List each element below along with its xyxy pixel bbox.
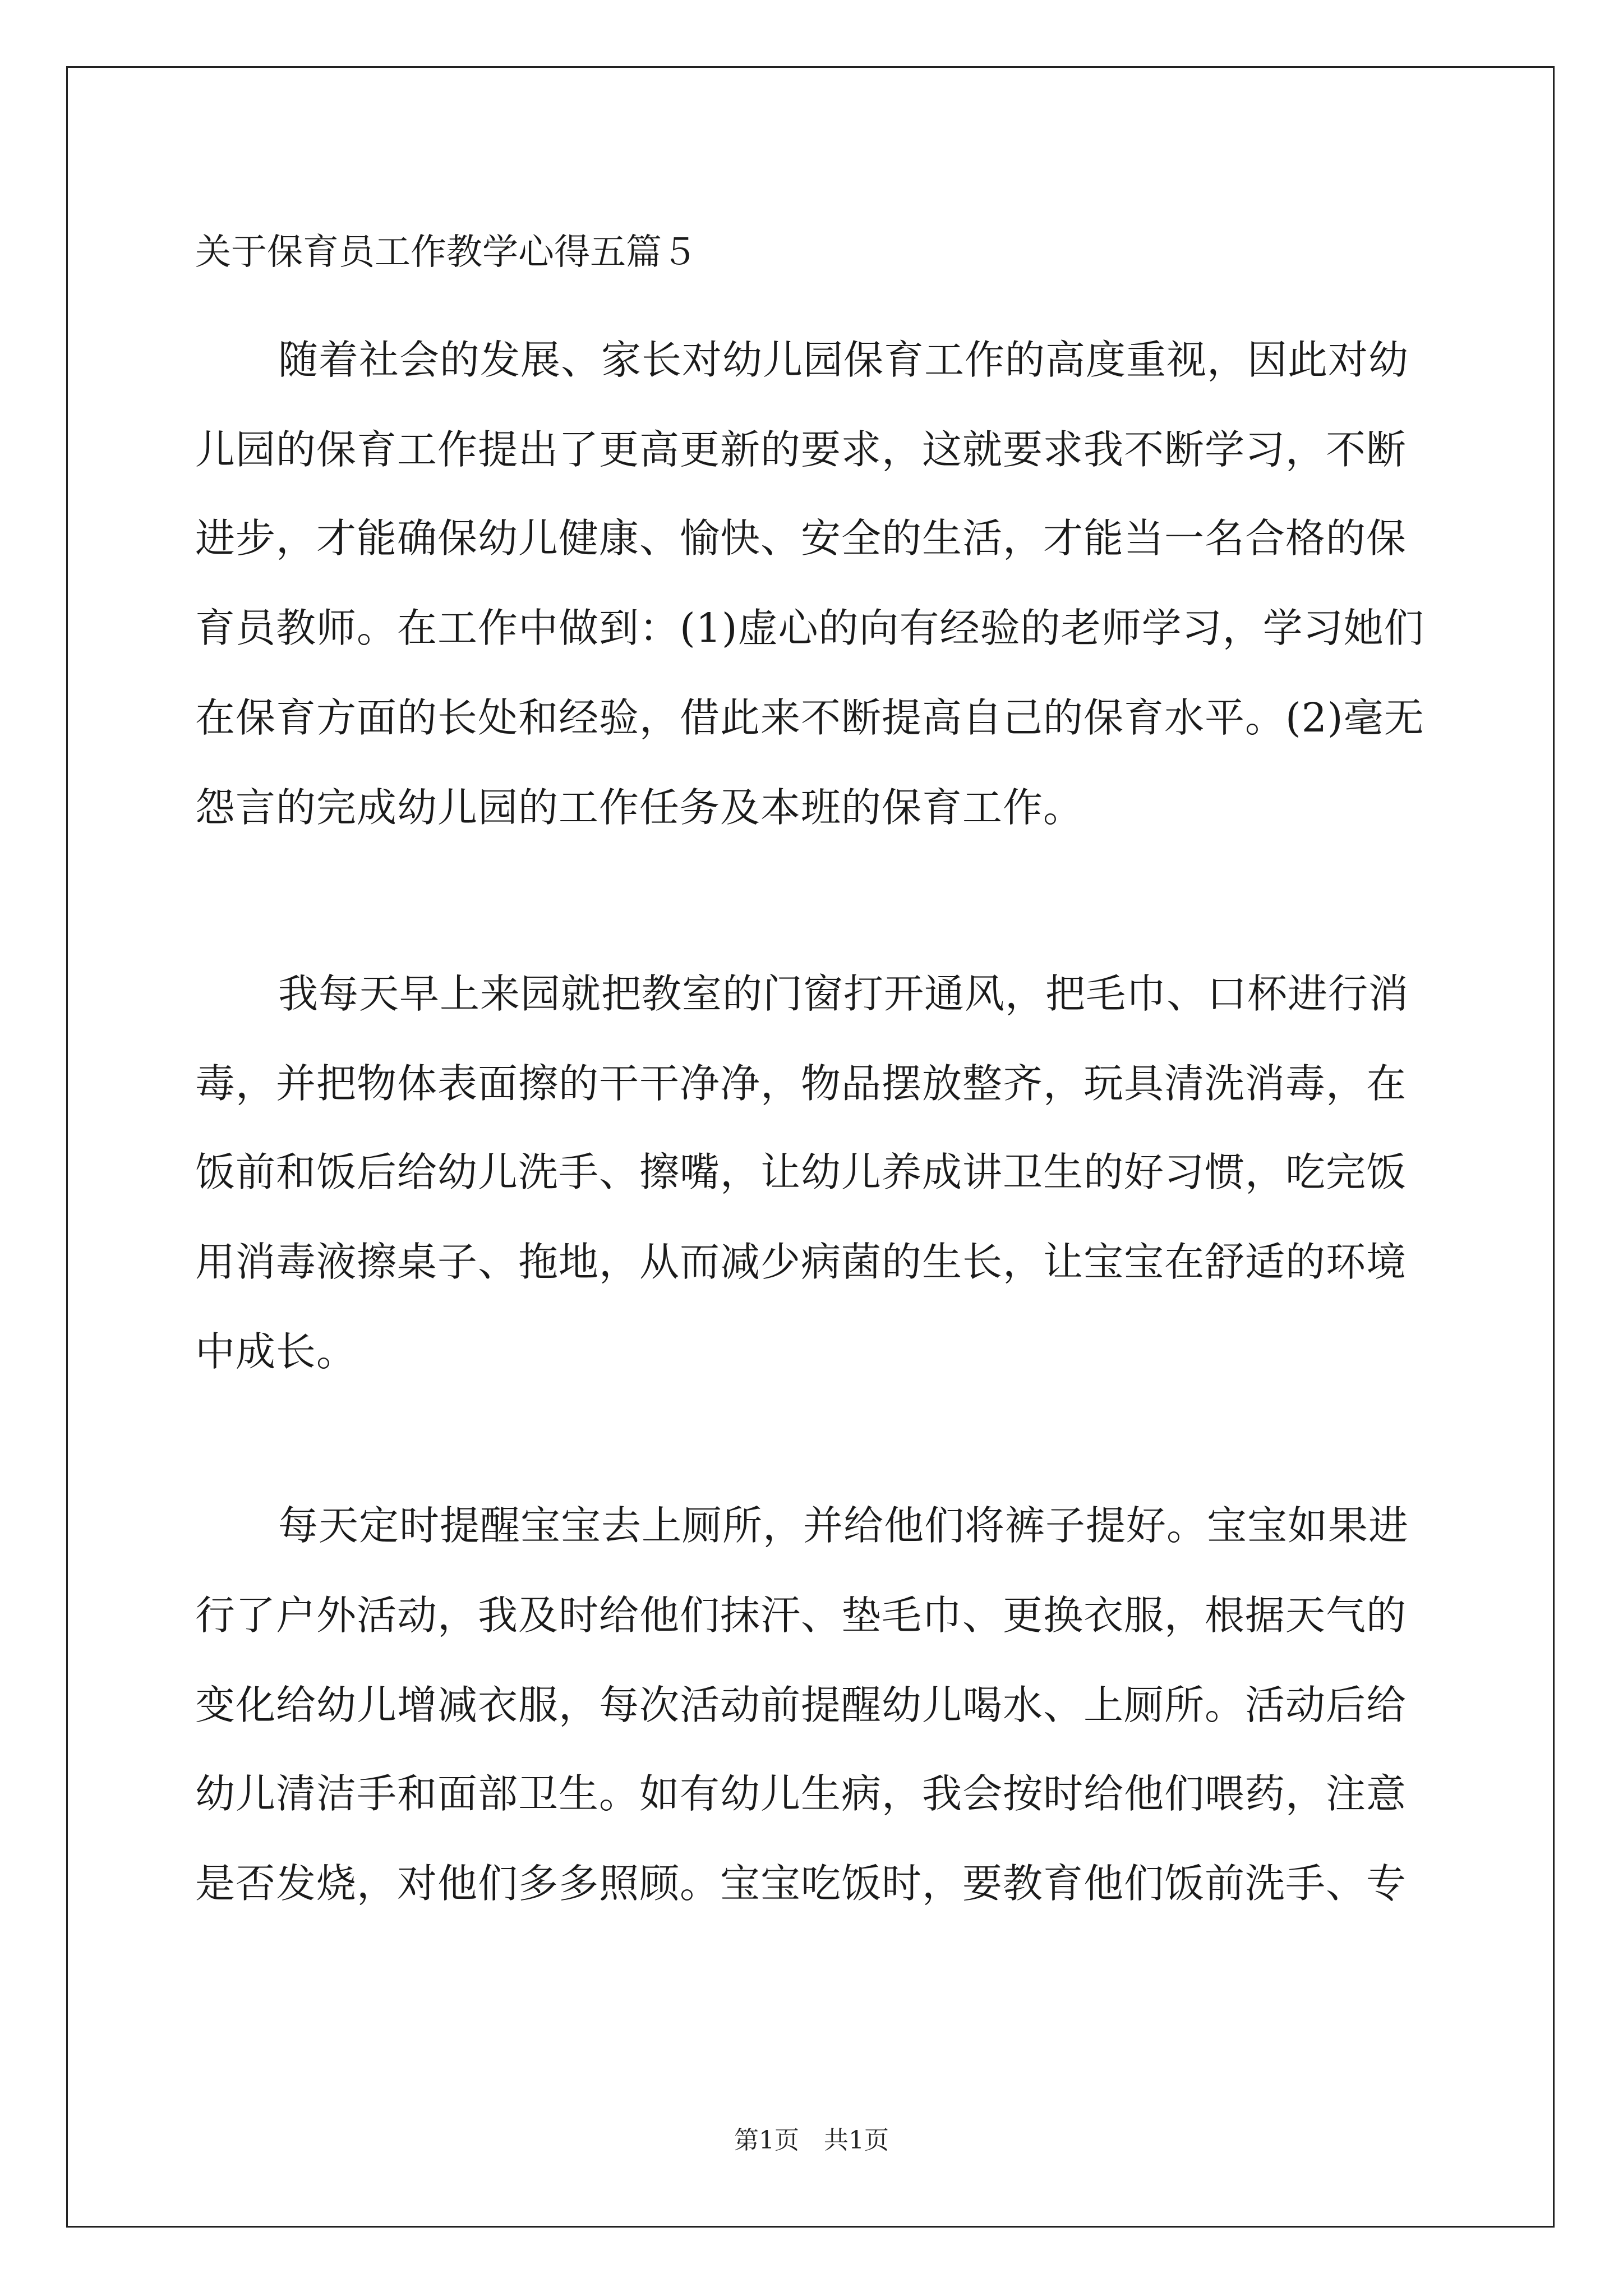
paragraph-1-line-6: 怨言的完成幼儿园的工作任务及本班的保育工作。 [195, 784, 1084, 831]
paragraph-3-line-1: 每天定时提醒宝宝去上厕所，并给他们将裤子提好。宝宝如果进 [278, 1502, 1409, 1549]
page-number-footer: 第1页 共1页 [734, 2126, 889, 2155]
paragraph-1-line-2: 儿园的保育工作提出了更高更新的要求，这就要求我不断学习，不断 [195, 426, 1407, 473]
paragraph-3-line-5: 是否发烧，对他们多多照顾。宝宝吃饭时，要教育他们饭前洗手、专 [195, 1860, 1407, 1907]
paragraph-2-line-3: 饭前和饭后给幼儿洗手、擦嘴，让幼儿养成讲卫生的好习惯，吃完饭 [195, 1149, 1407, 1195]
paragraph-3-line-4: 幼儿清洁手和面部卫生。如有幼儿生病，我会按时给他们喂药，注意 [195, 1770, 1407, 1817]
paragraph-1-line-3: 进步，才能确保幼儿健康、愉快、安全的生活，才能当一名合格的保 [195, 515, 1407, 562]
paragraph-1-line-4: 育员教师。在工作中做到：(1)虚心的向有经验的老师学习，学习她们 [195, 605, 1424, 651]
paragraph-3-line-3: 变化给幼儿增减衣服，每次活动前提醒幼儿喝水、上厕所。活动后给 [195, 1682, 1407, 1728]
paragraph-1-line-1: 随着社会的发展、家长对幼儿园保育工作的高度重视，因此对幼 [278, 337, 1409, 383]
paragraph-1-line-5: 在保育方面的长处和经验，借此来不断提高自己的保育水平。(2)毫无 [195, 694, 1424, 741]
paragraph-2-line-1: 我每天早上来园就把教室的门窗打开通风，把毛巾、口杯进行消 [278, 970, 1409, 1017]
paragraph-2-line-5: 中成长。 [195, 1328, 357, 1375]
document-title: 关于保育员工作教学心得五篇５ [195, 232, 698, 273]
paragraph-2-line-2: 毒，并把物体表面擦的干干净净，物品摆放整齐，玩具清洗消毒，在 [195, 1060, 1407, 1107]
paragraph-2-line-4: 用消毒液擦桌子、拖地，从而减少病菌的生长，让宝宝在舒适的环境 [195, 1239, 1407, 1285]
paragraph-3-line-2: 行了户外活动，我及时给他们抹汗、垫毛巾、更换衣服，根据天气的 [195, 1592, 1407, 1639]
